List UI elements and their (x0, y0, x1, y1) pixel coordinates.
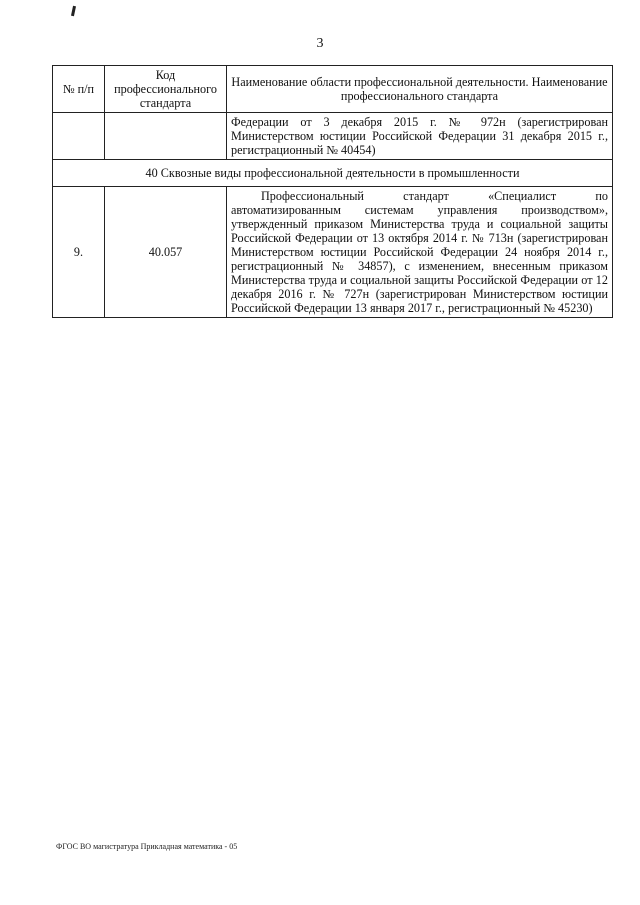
continuation-text: Федерации от 3 декабря 2015 г. № 972н (зарегистрирован Министерством юстиции Российской Федерации 31 декабря 2015 г., регистрационный № 40454) (227, 113, 613, 160)
header-code: Код профессионального стандарта (105, 66, 227, 113)
group-title: 40 Сквозные виды профессиональной деятельности в промышленности (53, 160, 613, 187)
page-footer: ФГОС ВО магистратура Прикладная математика - 05 (56, 842, 238, 851)
header-name: Наименование области профессиональной деятельности. Наименование профессионального стандарта (227, 66, 613, 113)
continuation-code-cell (105, 113, 227, 160)
scan-mark (71, 6, 76, 16)
table-header-row (53, 66, 613, 113)
table-group-row (53, 160, 613, 187)
row-description: Профессиональный стандарт «Специалист по автоматизированным системам управления производством», утвержденный приказом Министерства труда и социальной защиты Российской Федерации от 13 октября 2014 г. № 713н (зарегистрирован Министерством юстиции Российской Федерации 24 ноября 2014 г., регистрационный № 34857), с изменением, внесенным приказом Министерства труда и социальной защиты Российской Федерации от 12 декабря 2016 г. № 727н (зарегистрирован Министерством юстиции Российской Федерации 13 января 2017 г., регистрационный № 45230) (227, 187, 613, 318)
professional-standards-table (52, 65, 613, 318)
table-row (53, 187, 613, 318)
table-row-continuation (53, 113, 613, 160)
row-number: 9. (53, 187, 105, 318)
continuation-num-cell (53, 113, 105, 160)
header-number: № п/п (53, 66, 105, 113)
row-code: 40.057 (105, 187, 227, 318)
page-number: 3 (316, 36, 324, 51)
